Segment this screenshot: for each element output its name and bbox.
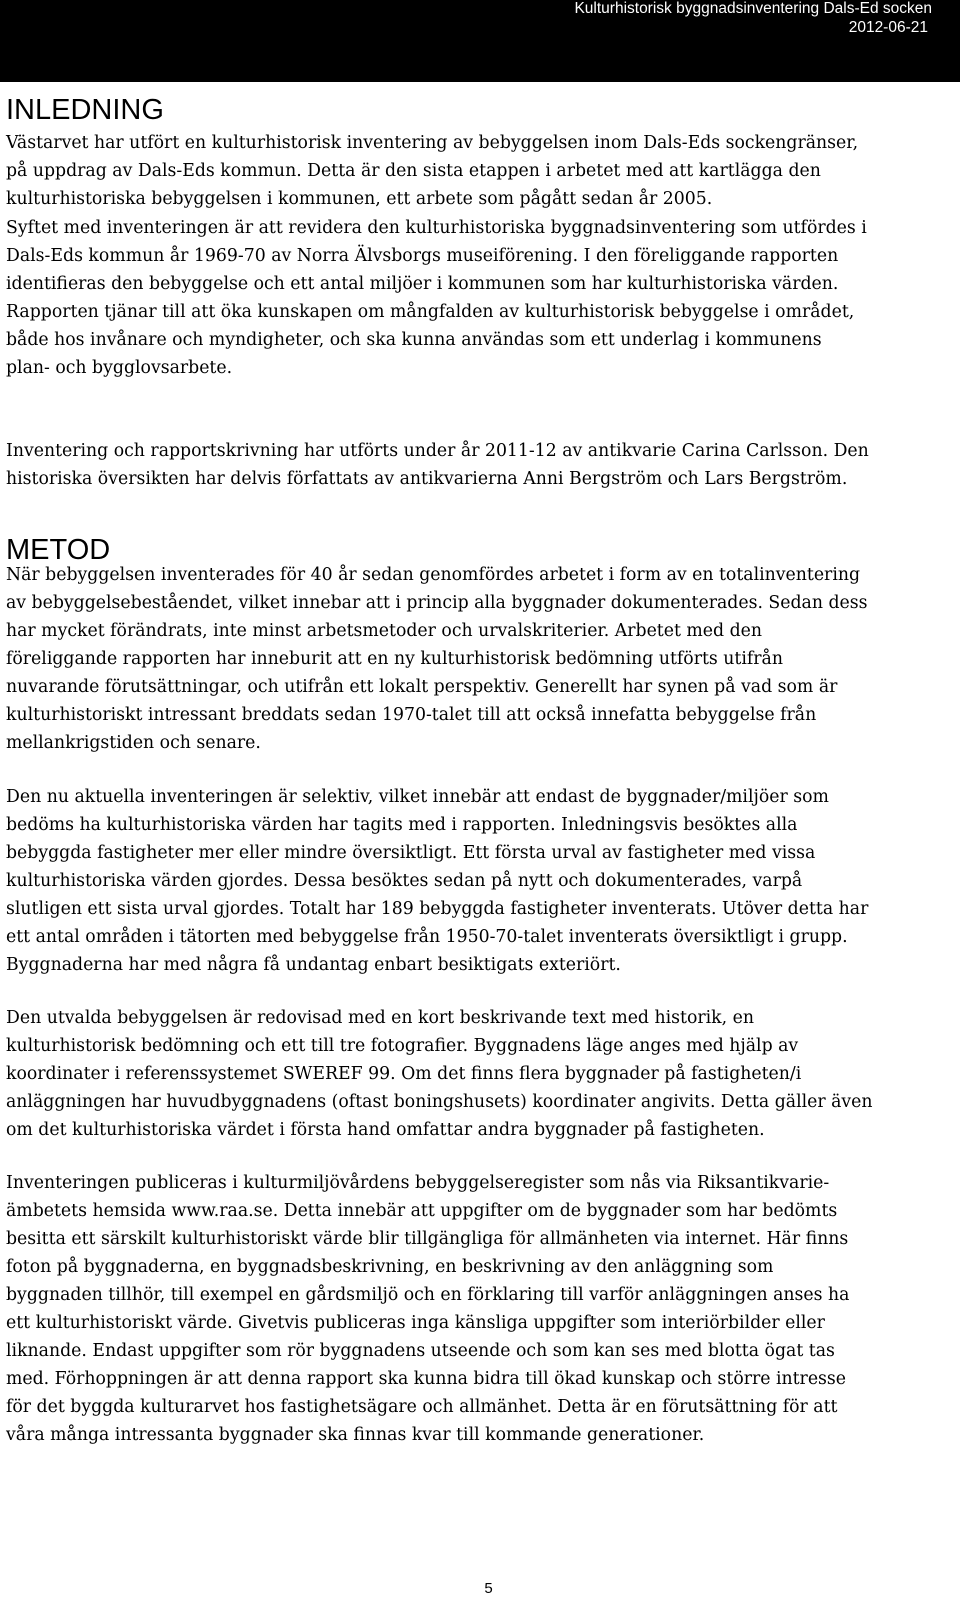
text-line: har mycket förändrats, inte minst arbetsmetoder och urvalskriterier. Arbetet med den xyxy=(6,621,762,641)
text-line: kulturhistoriska bebyggelsen i kommunen, ett arbete som pågått sedan år 2005. xyxy=(6,189,713,209)
text-line: ett kulturhistoriskt värde. Givetvis publiceras inga känsliga uppgifter som interiörbilder eller xyxy=(6,1313,825,1333)
text-line: med. Förhoppningen är att denna rapport ska kunna bidra till ökad kunskap och större intresse xyxy=(6,1369,847,1389)
text-line: Inventeringen publiceras i kulturmiljövårdens bebyggelseregister som nås via Riksantikvarie- xyxy=(6,1173,830,1193)
text-line: Inventering och rapportskrivning har utförts under år 2011-12 av antikvarie Carina Carlsson. Den xyxy=(6,441,869,461)
text-line: Byggnaderna har med några få undantag enbart besiktigats exteriört. xyxy=(6,955,621,975)
paragraph xyxy=(6,214,956,382)
text-line: Den utvalda bebyggelsen är redovisad med en kort beskrivande text med historik, en xyxy=(6,1008,754,1028)
text-line: kulturhistorisk bedömning och ett till tre fotografier. Byggnadens läge anges med hjälp av xyxy=(6,1036,799,1056)
document-date: 2012-06-21 xyxy=(848,19,928,36)
text-line: på uppdrag av Dals-Eds kommun. Detta är den sista etappen i arbetet med att kartlägga den xyxy=(6,161,821,181)
text-line: ett antal områden i tätorten med bebyggelse från 1950-70-talet inventerats översiktligt i grupp. xyxy=(6,927,848,947)
text-line: När bebyggelsen inventerades för 40 år sedan genomfördes arbetet i form av en totalinventering xyxy=(6,565,861,585)
text-line: Dals-Eds kommun år 1969-70 av Norra Älvsborgs museiförening. I den föreliggande rapporten xyxy=(6,246,839,266)
text-line: ämbetets hemsida www.raa.se. Detta innebär att uppgifter om de byggnader som har bedömts xyxy=(6,1201,838,1221)
text-line: våra många intressanta byggnader ska finnas kvar till kommande generationer. xyxy=(6,1425,705,1445)
text-line: historiska översikten har delvis författats av antikvarierna Anni Bergström och Lars Bergström. xyxy=(6,469,848,489)
text-line: plan- och bygglovsarbete. xyxy=(6,358,233,378)
text-line: både hos invånare och myndigheter, och ska kunna användas som ett underlag i kommunens xyxy=(6,330,822,350)
paragraph xyxy=(6,1004,956,1144)
text-line: liknande. Endast uppgifter som rör byggnadens utseende och som kan ses med blotta ögat tas xyxy=(6,1341,835,1361)
text-line: för det byggda kulturarvet hos fastighetsägare och allmänhet. Detta är en förutsättning för att xyxy=(6,1397,838,1417)
text-line: föreliggande rapporten har inneburit att en ny kulturhistorisk bedömning utförts utifrån xyxy=(6,649,783,669)
text-line: bedöms ha kulturhistoriska värden har tagits med i rapporten. Inledningsvis besöktes alla xyxy=(6,815,798,835)
text-line: kulturhistoriska värden gjordes. Dessa besöktes sedan på nytt och dokumenterades, varpå xyxy=(6,871,803,891)
document-title: Kulturhistorisk byggnadsinventering Dals-Ed socken xyxy=(574,0,932,17)
text-line: av bebyggelsebeståendet, vilket innebar att i princip alla byggnader dokumenterades. Sedan dess xyxy=(6,593,868,613)
text-line: bebyggda fastigheter mer eller mindre översiktligt. Ett första urval av fastigheter med vissa xyxy=(6,843,816,863)
text-line: om det kulturhistoriska värdet i första hand omfattar andra byggnader på fastigheten. xyxy=(6,1120,765,1140)
paragraph xyxy=(6,129,956,213)
section-heading-inledning: INLEDNING xyxy=(6,94,164,126)
paragraph xyxy=(6,783,956,979)
paragraph xyxy=(6,437,956,493)
text-line: besitta ett särskilt kulturhistoriskt värde blir tillgängliga för allmänheten via internet. Här finns xyxy=(6,1229,849,1249)
page-header xyxy=(0,0,960,82)
text-line: anläggningen har huvudbyggnadens (oftast boningshusets) koordinater angivits. Detta gäller även xyxy=(6,1092,873,1112)
paragraph xyxy=(6,1169,956,1449)
text-line: koordinater i referenssystemet SWEREF 99. Om det finns flera byggnader på fastigheten/i xyxy=(6,1064,802,1084)
text-line: slutligen ett sista urval gjordes. Totalt har 189 bebyggda fastigheter inventerats. Utöver detta har xyxy=(6,899,869,919)
text-line: nuvarande förutsättningar, och utifrån ett lokalt perspektiv. Generellt har synen på vad som är xyxy=(6,677,838,697)
text-line: kulturhistoriskt intressant breddats sedan 1970-talet till att också innefatta bebyggelse från xyxy=(6,705,817,725)
page-number: 5 xyxy=(484,1580,493,1597)
text-line: mellankrigstiden och senare. xyxy=(6,733,261,753)
text-line: identifieras den bebyggelse och ett antal miljöer i kommunen som har kulturhistoriska värden. xyxy=(6,274,839,294)
text-line: foton på byggnaderna, en byggnadsbeskrivning, en beskrivning av den anläggning som xyxy=(6,1257,774,1277)
text-line: Rapporten tjänar till att öka kunskapen om mångfalden av kulturhistorisk bebyggelse i området, xyxy=(6,302,855,322)
text-line: Syftet med inventeringen är att revidera den kulturhistoriska byggnadsinventering som utfördes i xyxy=(6,218,867,238)
section-heading-metod: METOD xyxy=(6,534,111,566)
text-line: byggnaden tillhör, till exempel en gårdsmiljö och en förklaring till varför anläggningen anses ha xyxy=(6,1285,850,1305)
text-line: Västarvet har utfört en kulturhistorisk inventering av bebyggelsen inom Dals-Eds sockengränser, xyxy=(6,133,859,153)
text-line: Den nu aktuella inventeringen är selektiv, vilket innebär att endast de byggnader/miljöer som xyxy=(6,787,829,807)
paragraph xyxy=(6,561,956,757)
